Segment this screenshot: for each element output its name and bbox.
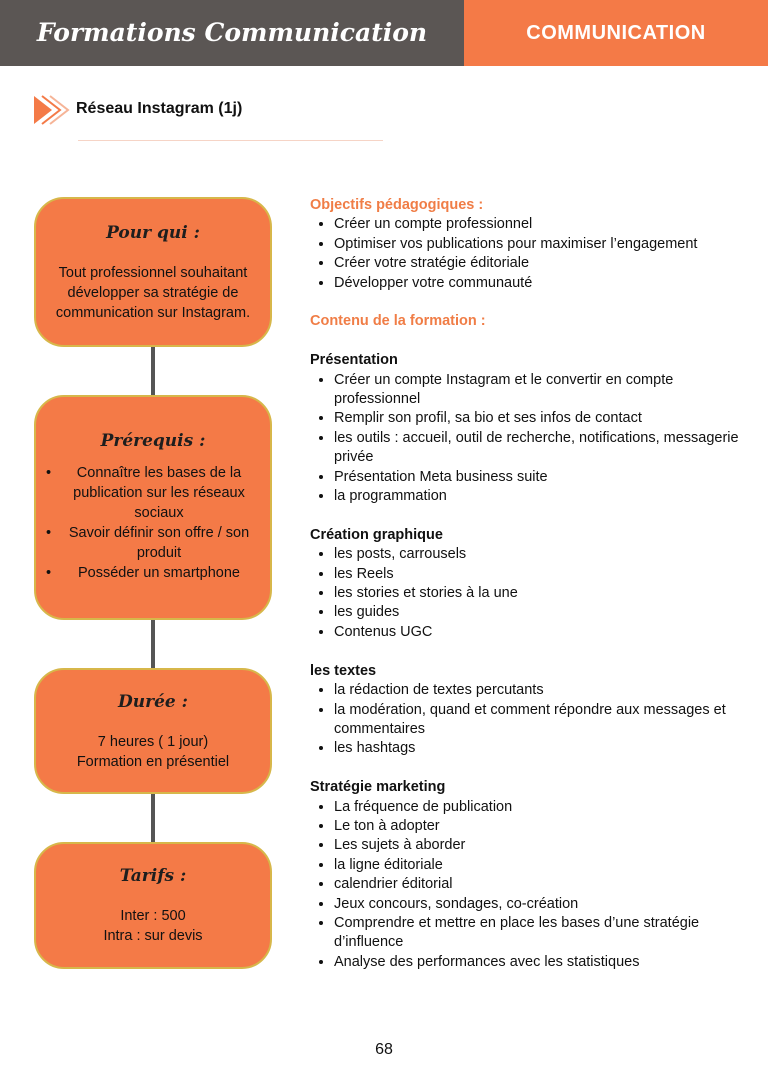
list-item: • Le ton à adopter bbox=[334, 817, 740, 836]
list-item: • Remplir son profil, sa bio et ses infos de contact bbox=[334, 409, 740, 428]
list-item: • Posséder un smartphone bbox=[46, 565, 240, 581]
double-chevron-icon bbox=[32, 94, 72, 126]
timeline-connector bbox=[151, 792, 155, 844]
content-heading: Contenu de la formation : bbox=[310, 313, 486, 330]
page-number: 68 bbox=[375, 1041, 393, 1058]
list-item: • Créer votre stratégie éditoriale bbox=[334, 254, 740, 273]
prerequisites-card bbox=[34, 395, 272, 620]
list-item: • Créer un compte Instagram et le convertir en compte professionnel bbox=[334, 371, 740, 410]
duration-mode: Formation en présentiel bbox=[76, 754, 230, 770]
duration-heading: Durée : bbox=[118, 692, 188, 712]
list-item: • la ligne éditoriale bbox=[334, 856, 740, 875]
section-title: Stratégie marketing bbox=[310, 779, 446, 796]
prerequisites-list bbox=[36, 463, 270, 583]
list-item: • Développer votre communauté bbox=[334, 274, 740, 293]
pricing-inter: Inter : 500 bbox=[120, 908, 186, 924]
list-item: • Jeux concours, sondages, co-création bbox=[334, 895, 740, 914]
category-label: COMMUNICATION bbox=[526, 22, 706, 44]
section-title: les textes bbox=[310, 662, 377, 679]
objectives-list bbox=[310, 215, 740, 293]
list-item: • la modération, quand et comment répondre aux messages et commentaires bbox=[334, 701, 740, 740]
section-title: Création graphique bbox=[310, 526, 443, 543]
objectives-heading: Objectifs pédagogiques : bbox=[310, 197, 484, 213]
pricing-intra: Intra : sur devis bbox=[103, 928, 203, 944]
section-list bbox=[310, 371, 740, 507]
course-title: Réseau Instagram (1j) bbox=[76, 100, 243, 117]
audience-card bbox=[34, 197, 272, 347]
list-item: • la programmation bbox=[334, 487, 740, 506]
pricing-card bbox=[34, 842, 272, 969]
duration-card bbox=[34, 668, 272, 794]
document-title: Formations Communication bbox=[36, 18, 428, 47]
list-item: • Connaître les bases de la publication sur les réseaux sociaux bbox=[46, 465, 245, 521]
list-item: • Les sujets à aborder bbox=[334, 836, 740, 855]
list-item: • calendrier éditorial bbox=[334, 875, 740, 894]
list-item: • Optimiser vos publications pour maximiser l’engagement bbox=[334, 235, 740, 254]
section-list bbox=[310, 545, 740, 642]
list-item: • La fréquence de publication bbox=[334, 798, 740, 817]
list-item: • les Reels bbox=[334, 565, 740, 584]
list-item: • les outils : accueil, outil de recherche, notifications, messagerie privée bbox=[334, 429, 740, 468]
course-details bbox=[310, 196, 740, 972]
audience-heading: Pour qui : bbox=[106, 223, 200, 243]
section-list bbox=[310, 798, 740, 973]
list-item: • Comprendre et mettre en place les bases d’une stratégie d’influence bbox=[334, 914, 740, 953]
list-item: • Présentation Meta business suite bbox=[334, 468, 740, 487]
list-item: • Analyse des performances avec les statistiques bbox=[334, 953, 740, 972]
list-item: • les posts, carrousels bbox=[334, 545, 740, 564]
section-list bbox=[310, 681, 740, 759]
section-title: Présentation bbox=[310, 352, 398, 369]
list-item: • les stories et stories à la une bbox=[334, 584, 740, 603]
list-item: • les guides bbox=[334, 603, 740, 622]
list-item: • les hashtags bbox=[334, 739, 740, 758]
list-item: • Savoir définir son offre / son produit bbox=[46, 525, 250, 561]
list-item: • Créer un compte professionnel bbox=[334, 215, 740, 234]
audience-text: Tout professionnel souhaitant développer sa stratégie de communication sur Instagram. bbox=[55, 265, 251, 321]
list-item: • Contenus UGC bbox=[334, 623, 740, 642]
duration-line: 7 heures ( 1 jour) bbox=[97, 734, 209, 750]
pricing-heading: Tarifs : bbox=[119, 866, 187, 886]
timeline-connector bbox=[151, 618, 155, 670]
list-item: • la rédaction de textes percutants bbox=[334, 681, 740, 700]
prerequisites-heading: Prérequis : bbox=[100, 431, 206, 451]
timeline-connector bbox=[151, 345, 155, 397]
